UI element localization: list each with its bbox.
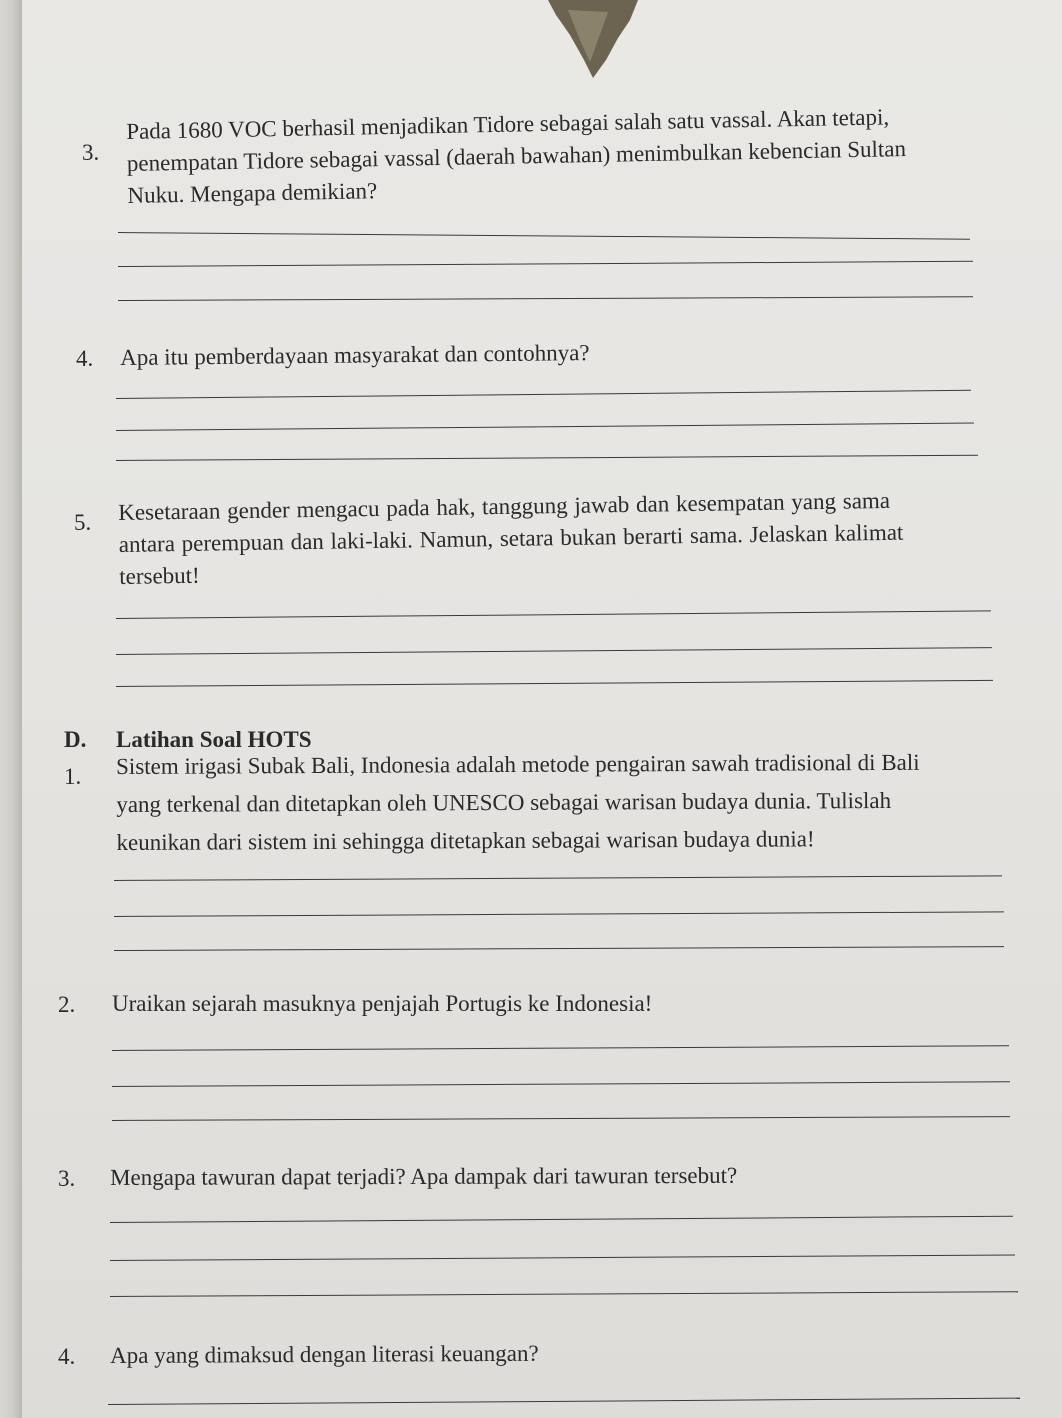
question-text: Apa yang dimaksud dengan literasi keuangan? <box>110 1340 539 1368</box>
question-number: 4. <box>76 346 94 371</box>
question-text: Pada 1680 VOC berhasil menjadikan Tidore sebagai salah satu vassal. Akan tetapi, penempatan Tidore sebagai vassal (daerah bawahan) menimbulkan kebencian Sultan Nuku. Mengapa demikian? <box>126 104 907 208</box>
section-title: Latihan Soal HOTS <box>116 727 312 752</box>
torn-paper-mark <box>548 0 638 80</box>
question-text: Apa itu pemberdayaan masyarakat dan contohnya? <box>120 340 590 370</box>
question-number: 1. <box>64 764 82 789</box>
question-text: Sistem irigasi Subak Bali, Indonesia adalah metode pengairan sawah tradisional di Bali yang terkenal dan ditetapkan oleh UNESCO sebagai warisan budaya dunia. Tulislah keunikan dari sistem ini sehingga ditetapkan sebagai warisan budaya dunia! <box>116 749 920 855</box>
question-text: Mengapa tawuran dapat terjadi? Apa dampak dari tawuran tersebut? <box>110 1162 738 1190</box>
question-number: 2. <box>58 992 76 1017</box>
question-number: 5. <box>74 510 92 535</box>
question-text: Uraikan sejarah masuknya penjajah Portugis ke Indonesia! <box>112 991 653 1016</box>
worksheet-page <box>22 0 1062 1418</box>
page-edge <box>0 0 22 1418</box>
section-letter: D. <box>64 727 87 752</box>
question-text: Kesetaraan gender mengacu pada hak, tanggung jawab dan kesempatan yang sama antara perempuan dan laki-laki. Namun, setara bukan berarti sama. Jelaskan kalimat tersebut! <box>118 487 904 589</box>
question-number: 3. <box>82 140 100 165</box>
question-number: 4. <box>58 1344 76 1369</box>
question-number: 3. <box>58 1166 76 1191</box>
